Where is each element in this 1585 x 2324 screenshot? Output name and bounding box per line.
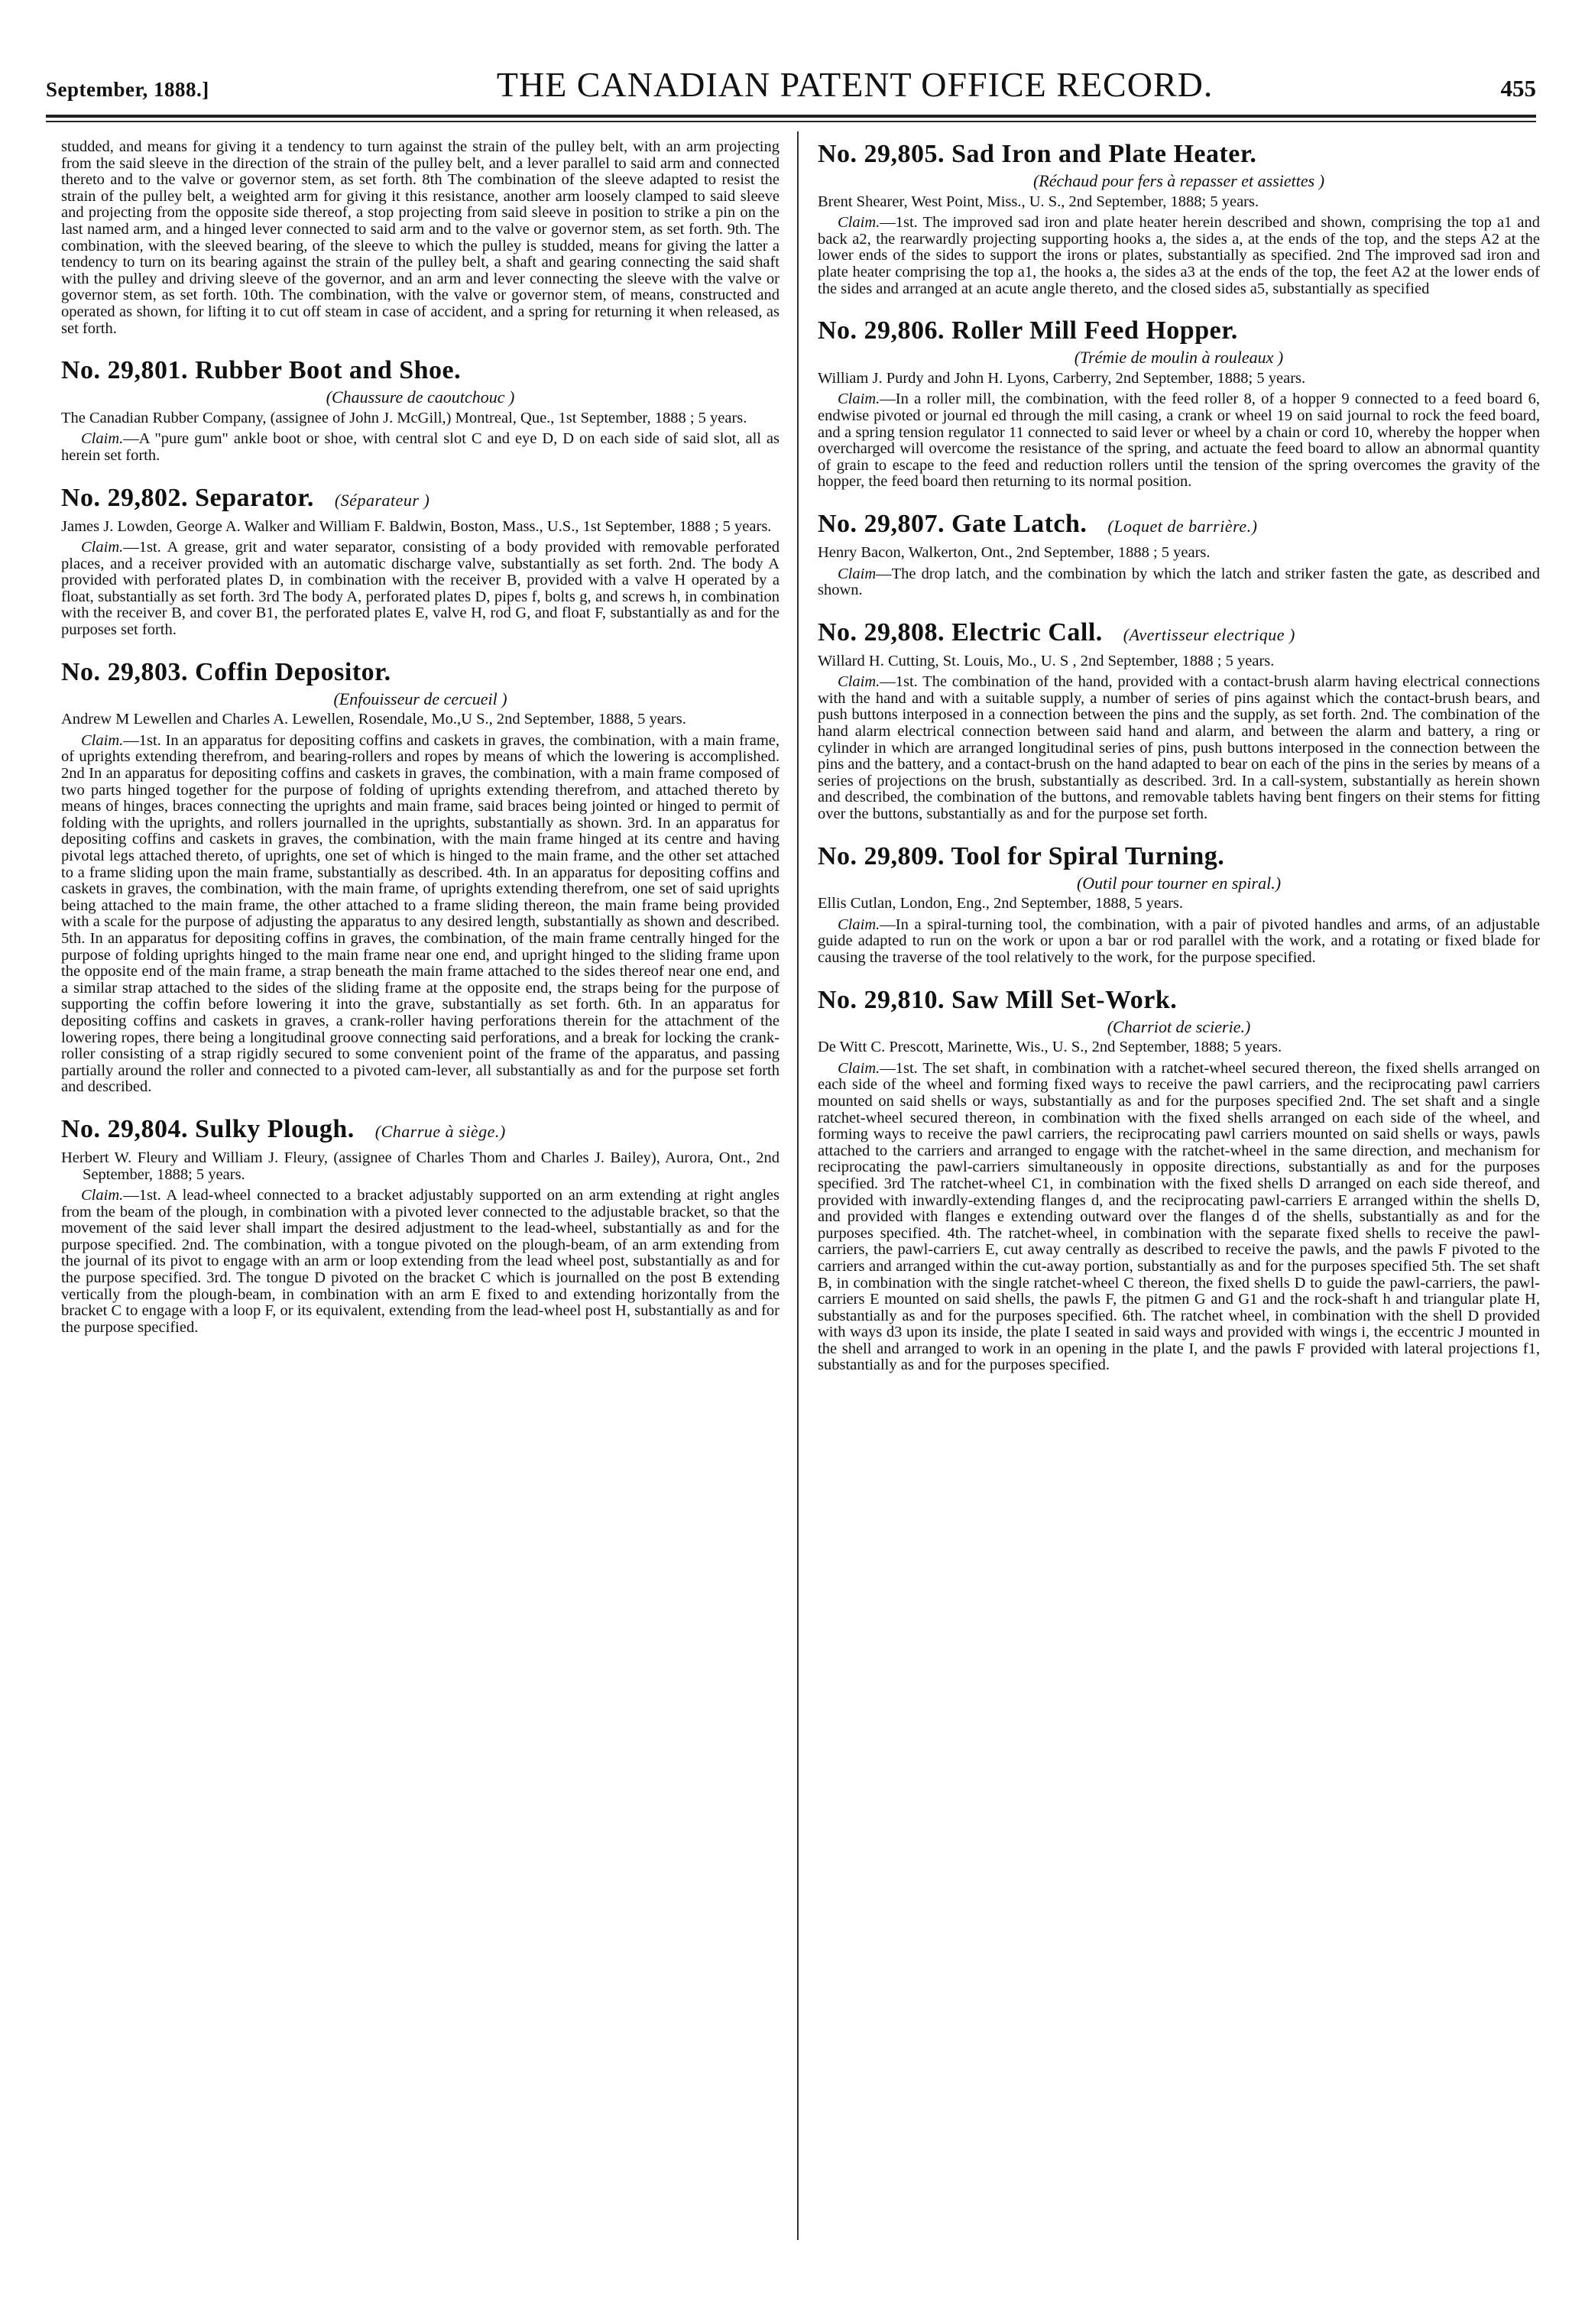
patent-heading xyxy=(818,617,1540,650)
continuation-text: studded, and means for giving it a tendency to turn against the strain of the pulley belt, with an arm projecting from the said sleeve in the direction of the strain of the pulley belt, and a lever parallel to said arm and connected thereto and to the valve or governor stem, as set forth. 8th The combination of the sleeve adapted to resist the strain of the pulley belt, a weighted arm for giving it this resistance, another arm loosely clamped to said sleeve and projecting from the opposite side thereof, a stop projecting from said sleeve in position to strike a pin on the last named arm, and a hinged lever connected to said arm and to the valve or governor stem, as set forth. 9th. The combination, with the sleeved bearing, of the sleeve to which the pulley is studded, means for giving the latter a tendency to turn on its bearing against the strain of the pulley belt, a shaft and gearing connecting the said shaft with the pulley and driving sleeve of the governor, and an arm and lever connecting the sleeve with the valve or governor stem, as set forth. 10th. The combination, with the valve or governor stem, of means, constructed and operated as shown, for lifting it to cut off steam in case of accident, and a spring for returning it when released, as set forth. xyxy=(61,139,780,337)
patent-french-title: (Trémie de moulin à rouleaux ) xyxy=(1074,348,1284,368)
claim-label: Claim xyxy=(838,565,877,582)
patent-title: Sulky Plough. xyxy=(195,1114,355,1143)
patent-french-title: (Charriot de scierie.) xyxy=(1107,1016,1251,1036)
claim-text: —1st. The set shaft, in combination with a ratchet-wheel secured thereon, the fixed shells arranged on each side of the wheel and forming fixed ways to receive the pawl carriers, and the reciprocating pawl carriers mounted on said shells or ways, substantially as and for the purposes specified 2nd. The set shaft and a single ratchet-wheel secured thereon, in combination with the fixed shells arranged on each side of the wheel, and forming ways to receive the pawl carriers, the reciprocating pawl carriers mounted on said shells or ways, pawls attached to the carriers and arranged to engage with the ratchet-wheel in the same direction, and mechanism for reciprocating the pawl-carriers simultaneously in opposite directions, substantially as and for the purposes specified. 3rd The ratchet-wheel C1, in combination with the fixed shells D arranged on each side thereof, and provided with inwardly-extending flanges d, and the reciprocating pawl-carriers E arranged within the shells D, and provided with flanges e extending outward over the flanges d of the shells, substantially as and for the purposes specified. 4th. The ratchet-wheel, in combination with the separate fixed shells to receive the pawl-carriers, the pawl-carriers E, cut away centrally as described to receive the pawls, and the pawls F pivoted to the carriers and arranged within the cut-away portion, substantially as and for the purposes specified 5th. The set shaft B, in combination with the single ratchet-wheel C thereon, the fixed shells D to guide the pawl-carriers, the pawl-carriers E mounted on said shells, the pawls F, the pitmen G and G1 and the rock-shaft h and triangular plate H, substantially as and for the purposes specified. 6th. The ratchet wheel, in combination with the shell D provided with ways d3 upon its inside, the plate I seated in said ways and provided with wings i, the eccentric J mounted in the shell and arranged to work in an opening in the plate I, and the pawls F provided with lateral projections f1, substantially as and for the purposes specified. xyxy=(818,1059,1540,1374)
claim-label: Claim. xyxy=(838,673,880,691)
left-column xyxy=(61,139,780,2263)
patent-claim xyxy=(818,566,1540,599)
patent-claim xyxy=(818,215,1540,297)
patent-claim xyxy=(61,1188,780,1336)
patent-heading xyxy=(61,1114,780,1147)
patent-title: Gate Latch. xyxy=(951,509,1087,538)
claim-label: Claim. xyxy=(81,430,124,448)
patent-heading xyxy=(818,509,1540,542)
patent-number: No. 29,809. xyxy=(818,841,945,870)
patent-entry-29810 xyxy=(818,985,1540,1374)
claim-text: —A "pure gum" ankle boot or shoe, with central slot C and eye D, D on each side of said slot, all as herein set forth. xyxy=(61,430,780,464)
patent-number: No. 29,810. xyxy=(818,985,945,1014)
claim-label: Claim. xyxy=(838,214,880,232)
patent-number: No. 29,807. xyxy=(818,509,945,538)
column-divider xyxy=(797,131,799,2240)
patent-number: No. 29,805. xyxy=(818,140,945,168)
claim-label: Claim. xyxy=(81,539,124,556)
patent-assignee: Herbert W. Fleury and William J. Fleury, (assignee of Charles Thom and Charles J. Bailey), Aurora, Ont., 2nd September, 1888; 5 years. xyxy=(61,1149,780,1183)
page xyxy=(31,0,1559,2324)
patent-french-title: (Outil pour tourner en spiral.) xyxy=(1076,873,1282,893)
claim-label: Claim. xyxy=(81,731,124,749)
patent-entry-29801 xyxy=(61,355,780,464)
claim-label: Claim. xyxy=(81,1187,124,1204)
patent-title: Rubber Boot and Shoe. xyxy=(195,356,462,385)
patent-title: Roller Mill Feed Hopper. xyxy=(951,316,1238,345)
claim-label: Claim. xyxy=(838,916,880,933)
patent-french-title: (Chaussure de caoutchouc ) xyxy=(326,387,515,407)
claim-text: —1st. The combination of the hand, provided with a contact-brush alarm having electrical connections with the hand and with a suitable supply, a number of series of pins against which the contact-brush bears, and push buttons interposed in a connection between the pins and the supply, as set forth. 2nd. The combination of the hand alarm electrical connection between said hand and alarm, and between the alarm and battery, a ring or cylinder in which are arranged longitudinal series of pins, push buttons interposed in the connection between the pins and the battery, and a contact-brush on the hand adapted to bear on each of the pins in the series by means of a series of projections on the brush, substantially as described. 3rd. In a call-system, substantially as herein shown and described, the combination of the buttons, and removable tablets having bent fingers on their stems for fitting over the buttons, substantially as and for the purpose set forth. xyxy=(818,673,1540,823)
patent-number: No. 29,803. xyxy=(61,657,189,686)
patent-claim xyxy=(61,540,780,639)
patent-entry-29804 xyxy=(61,1114,780,1337)
patent-number: No. 29,808. xyxy=(818,617,945,647)
patent-assignee: Ellis Cutlan, London, Eng., 2nd September, 1888, 5 years. xyxy=(818,895,1184,912)
patent-claim xyxy=(818,391,1540,491)
patent-claim xyxy=(61,431,780,464)
claim-label: Claim. xyxy=(838,1059,880,1077)
patent-assignee: Andrew M Lewellen and Charles A. Lewellen, Rosendale, Mo.,U S., 2nd September, 1888, 5 years. xyxy=(61,711,686,728)
patent-number: No. 29,806. xyxy=(818,316,945,345)
patent-french-title: (Réchaud pour fers à repasser et assiettes ) xyxy=(1032,171,1325,190)
claim-text: —In a roller mill, the combination, with the feed roller 8, of a hopper 9 connected to a feed board 6, endwise pivoted or journal ed through the mill casing, a crank or wheel 19 on said journal to rock the feed board, and a spring tension regulator 11 connected to said lever or wheel by a chain or cord 10, whereby the hopper when overcharged will overcome the resistance of the spring, and actuate the feed board to allow an abnormal quantity of grain to escape to the feed and reduction rollers until the tension of the spring overcomes the gravity of the hopper, the feed board then returning to its normal position. xyxy=(818,391,1540,491)
patent-french-title-inline: (Loquet de barrière.) xyxy=(1107,516,1258,536)
claim-text: —1st. A grease, grit and water separator, consisting of a body provided with removable perforated places, and a receiver provided with an automatic discharge valve, substantially as set forth. 2nd. The body A provided with perforated plates D, in combination with the receiver B, provided with a valve H operated by a float, substantially as set forth. 3rd The body A, perforated plates D, pipes f, bolts g, and screws h, in combination with the receiver B, and cover B1, the perforated plates E, valve H, rod G, and float F, substantially as and for the purposes set forth. xyxy=(61,539,780,639)
page-number: 455 xyxy=(1500,75,1536,102)
header-date: September, 1888.] xyxy=(46,78,209,101)
patent-heading xyxy=(818,841,1540,872)
patent-title: Tool for Spiral Turning. xyxy=(951,841,1225,870)
patent-entry-29809 xyxy=(818,841,1540,967)
patent-claim xyxy=(818,1061,1540,1374)
patent-heading xyxy=(61,657,780,688)
patent-heading xyxy=(818,139,1540,170)
patent-assignee: James J. Lowden, George A. Walker and William F. Baldwin, Boston, Mass., U.S., 1st September, 1888 ; 5 years. xyxy=(61,517,772,535)
patent-assignee: William J. Purdy and John H. Lyons, Carberry, 2nd September, 1888; 5 years. xyxy=(818,369,1306,387)
patent-entry-29802 xyxy=(61,483,780,639)
header-rule-thin xyxy=(46,121,1536,122)
patent-entry-29806 xyxy=(818,316,1540,491)
claim-label: Claim. xyxy=(838,391,880,408)
patent-heading xyxy=(61,483,780,516)
patent-assignee: De Witt C. Prescott, Marinette, Wis., U. S., 2nd September, 1888; 5 years. xyxy=(818,1039,1282,1056)
patent-claim xyxy=(818,917,1540,967)
patent-title: Electric Call. xyxy=(951,617,1103,647)
patent-heading xyxy=(818,985,1540,1016)
header-title: THE CANADIAN PATENT OFFICE RECORD. xyxy=(496,65,1214,104)
patent-french-title: (Enfouisseur de cercueil ) xyxy=(333,689,507,708)
patent-french-title-inline: (Séparateur ) xyxy=(334,490,430,510)
patent-title: Separator. xyxy=(195,483,314,512)
patent-number: No. 29,802. xyxy=(61,483,189,512)
claim-text: —1st. The improved sad iron and plate heater herein described and shown, comprising the top a1 and back a2, the rearwardly projecting supporting hooks a, the sides a, at the ends of the top, and the steps A2 at the lower ends of the sides to support the irons or plates, substantially as specified. 2nd The improved sad iron and plate heater comprising the top a1, the hooks a, the sides a3 at the ends of the top, the feet A2 at the lower ends of the sides and arranged at an acute angle thereto, and the closed sides a5, substantially as specified xyxy=(818,214,1540,297)
patent-title: Sad Iron and Plate Heater. xyxy=(951,140,1257,168)
patent-number: No. 29,801. xyxy=(61,356,189,385)
patent-heading xyxy=(818,316,1540,346)
claim-text: —The drop latch, and the combination by which the latch and striker fasten the gate, as described and shown. xyxy=(818,565,1540,599)
patent-french-title-inline: (Charrue à siège.) xyxy=(374,1121,506,1141)
patent-entry-29808 xyxy=(818,617,1540,823)
patent-entry-29803 xyxy=(61,657,780,1096)
patent-claim xyxy=(61,733,780,1096)
claim-text: —In a spiral-turning tool, the combination, with a pair of pivoted handles and arms, of an adjustable guide adapted to run on the work or upon a bar or rod parallel with the work, and a rotating or fixed blade for causing the traverse of the tool relatively to the work, for the purpose specified. xyxy=(818,916,1540,966)
patent-title: Saw Mill Set-Work. xyxy=(951,985,1178,1014)
claim-text: —1st. In an apparatus for depositing coffins and caskets in graves, the combination, with a main frame, of uprights extending therefrom, and bearing-rollers and ropes by means of which the lowering is accomplished. 2nd In an apparatus for depositing coffins and caskets in graves, the combination, with a main frame composed of two parts hinged together for the purpose of folding of uprights extending therefrom, and attached thereto by means of hinges, braces connecting the uprights and main frame, said braces being jointed or hinged to permit of folding with the uprights, and rollers journalled in the uprights, substantially as shown. 3rd. In an apparatus for depositing coffins and caskets in graves, the combination, with the main frame hinged at its centre and having pivotal legs attached thereto, of uprights, one set of which is hinged to the main frame, and the other set attached to a frame sliding upon the main frame, substantially as described. 4th. In an apparatus for depositing coffins and caskets in graves, the combination, with the main frame, of uprights extending therefrom, one set of said uprights being attached to the main frame, the other attached to a frame sliding thereon, the main frame being provided with a scale for the purpose of adjusting the apparatus to any desired length, substantially as shown and described. 5th. In an apparatus for depositing coffins in graves, the combination, of the main frame centrally hinged for the purpose of folding uprights hinged to the main frame near one end, and upright hinged to the sliding frame upon the opposite end of the main frame, a strap beneath the main frame attached to the sides thereof near one end, and a similar strap attached to the sides of the sliding frame at the opposite end, the straps being for the purpose of supporting the coffin before lowering it into the grave, substantially as set forth. 6th. In an apparatus for depositing coffins and caskets in graves, a crank-roller having perforations therein for the attachment of the lowering ropes, there being a longitudinal groove connecting said perforations, and a break for locking the crank-roller consisting of a strap rigidly secured to some convenient point of the frame of the apparatus, and passing partially around the roller and connected to a pivoted cam-lever, all substantially as and for the purpose set forth and described. xyxy=(61,731,780,1096)
patent-assignee: The Canadian Rubber Company, (assignee of John J. McGill,) Montreal, Que., 1st September, 1888 ; 5 years. xyxy=(61,409,747,426)
patent-entry-29805 xyxy=(818,139,1540,297)
right-column xyxy=(818,139,1540,2263)
patent-assignee: Henry Bacon, Walkerton, Ont., 2nd September, 1888 ; 5 years. xyxy=(818,543,1211,561)
patent-assignee: Willard H. Cutting, St. Louis, Mo., U. S , 2nd September, 1888 ; 5 years. xyxy=(818,652,1275,669)
patent-assignee: Brent Shearer, West Point, Miss., U. S., 2nd September, 1888; 5 years. xyxy=(818,193,1259,210)
running-head xyxy=(46,64,1536,110)
header-rule xyxy=(46,115,1536,118)
patent-entry-29807 xyxy=(818,509,1540,599)
patent-french-title-inline: (Avertisseur electrique ) xyxy=(1123,624,1295,644)
claim-text: —1st. A lead-wheel connected to a bracket adjustably supported on an arm extending at right angles from the beam of the plough, in combination with a pivoted lever connected to the adjustable bracket, so that the movement of the said lever shall impart the desired adjustment to the lead-wheel, substantially as and for the purpose specified. 2nd. The combination, with a tongue pivoted on the plough-beam, of an arm extending from the journal of its pivot to engage with an arm or loop extending from the lead wheel post, substantially as and for the purpose specified. 3rd. The tongue D pivoted on the bracket C which is journalled on the post B extending vertically from the plough-beam, in combination with an arm E fixed to and extending horizontally from the bracket C to engage with a loop F, or its equivalent, extending from the lead-wheel post H, substantially as and for the purpose specified. xyxy=(61,1187,780,1336)
patent-number: No. 29,804. xyxy=(61,1114,189,1143)
patent-title: Coffin Depositor. xyxy=(195,657,391,686)
patent-claim xyxy=(818,674,1540,822)
patent-heading xyxy=(61,355,780,386)
